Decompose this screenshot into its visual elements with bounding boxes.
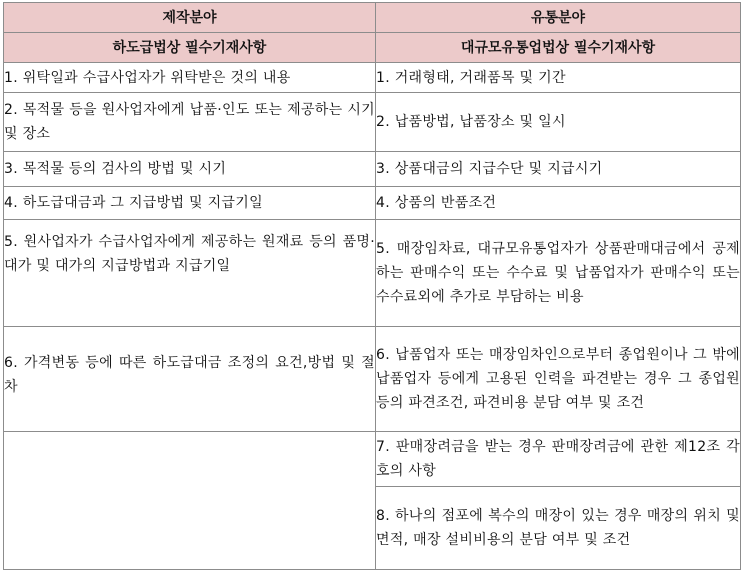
left-item-5: 5. 원사업자가 수급사업자에게 제공하는 원재료 등의 품명·대가 및 대가의 지급방법과 지급기일 [4,220,376,327]
right-item-5: 5. 매장임차료, 대규모유통업자가 상품판매대금에서 공제하는 판매수익 또는 수수료 및 납품업자가 판매수익 또는 수수료외에 추가로 부담하는 비용 [376,220,741,327]
header-row-sub [4,33,741,63]
header-row-top [4,3,741,33]
header-large-retail-act: 대규모유통업법상 필수기재사항 [376,33,741,63]
left-item-1: 1. 위탁일과 수급사업자가 위탁받은 것의 내용 [4,63,376,93]
table-row [4,327,741,432]
table-row [4,187,741,220]
table-row [4,220,741,327]
right-item-4: 4. 상품의 반품조건 [376,187,741,220]
left-item-4: 4. 하도급대금과 그 지급방법 및 지급기일 [4,187,376,220]
table-row [4,432,741,487]
comparison-table [3,2,741,570]
left-empty-cell [4,432,376,570]
header-manufacturing: 제작분야 [4,3,376,33]
table-row [4,93,741,152]
right-item-6: 6. 납품업자 또는 매장임차인으로부터 종업원이나 그 밖에 납품업자 등에게 고용된 인력을 파견받는 경우 그 종업원 등의 파견조건, 파견비용 분담 여부 및 조건 [376,327,741,432]
left-item-6: 6. 가격변동 등에 따른 하도급대금 조정의 요건,방법 및 절차 [4,327,376,432]
table-row [4,63,741,93]
header-subcontract-act: 하도급법상 필수기재사항 [4,33,376,63]
right-item-1: 1. 거래형태, 거래품목 및 기간 [376,63,741,93]
left-item-3: 3. 목적물 등의 검사의 방법 및 시기 [4,152,376,187]
right-item-7: 7. 판매장려금을 받는 경우 판매장려금에 관한 제12조 각 호의 사항 [376,432,741,487]
right-item-8: 8. 하나의 점포에 복수의 매장이 있는 경우 매장의 위치 및 면적, 매장 설비비용의 분담 여부 및 조건 [376,487,741,570]
right-item-2: 2. 납품방법, 납품장소 및 일시 [376,93,741,152]
left-item-2: 2. 목적물 등을 원사업자에게 납품·인도 또는 제공하는 시기 및 장소 [4,93,376,152]
table-row [4,152,741,187]
right-item-3: 3. 상품대금의 지급수단 및 지급시기 [376,152,741,187]
header-distribution: 유통분야 [376,3,741,33]
